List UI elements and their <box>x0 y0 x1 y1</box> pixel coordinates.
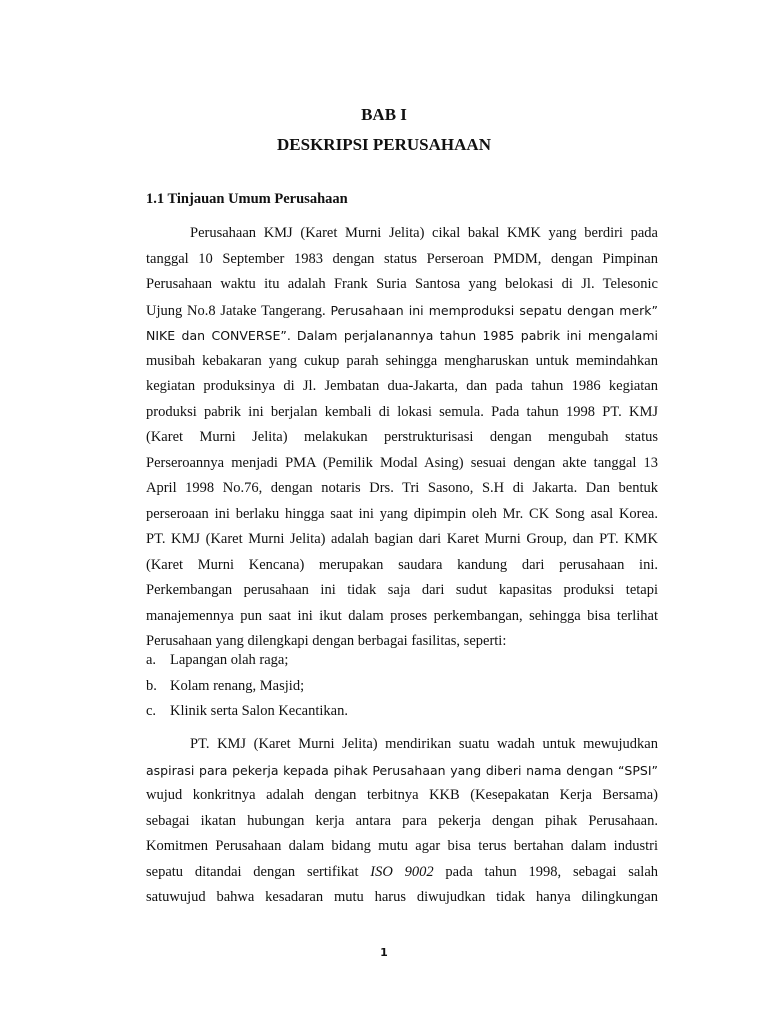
text-line: satuwujud bahwa kesadaran mutu harus diwujudkan tidak hanya dilingkungan <box>146 889 658 905</box>
text-line: Komitmen Perusahaan dalam bidang mutu agar bisa terus bertahan dalam industri <box>146 838 658 854</box>
list-marker: a. <box>146 652 157 668</box>
text-segment: Ujung No.8 Jatake Tangerang. <box>146 302 326 319</box>
page-number: 1 <box>380 946 388 959</box>
list-item <box>146 674 348 700</box>
text-segment: Perusahaan ini memproduksi sepatu dengan merk” <box>330 302 658 318</box>
text-segment: pada tahun 1998, sebagai salah <box>445 863 659 880</box>
iso-certificate: ISO 9002 <box>370 863 434 880</box>
text-line: kegiatan produksinya di Jl. Jembatan dua-Jakarta, dan pada tahun 1986 kegiatan <box>146 378 658 394</box>
text-line: musibah kebakaran yang cukup parah sehingga mengharuskan untuk memindahkan <box>146 352 658 369</box>
text-line: Perusahaan waktu itu adalah Frank Suria Santosa yang belokasi di Jl. Telesonic <box>146 276 658 292</box>
text-line: (Karet Murni Jelita) melakukan perstrukturisasi dengan mengubah status <box>146 429 658 445</box>
text-line: wujud konkritnya adalah dengan terbitnya KKB (Kesepakatan Kerja Bersama) <box>146 787 658 803</box>
chapter-title: DESKRIPSI PERUSAHAAN <box>277 135 491 154</box>
text-line: Perusahaan KMJ (Karet Murni Jelita) cikal bakal KMK yang berdiri pada <box>190 225 658 241</box>
text-line: perseroaan ini berlaku hingga saat ini yang dipimpin oleh Mr. CK Song asal Korea. <box>146 505 658 522</box>
text-segment: NIKE dan CONVERSE”. <box>146 328 291 343</box>
text-line <box>146 323 658 349</box>
text-line: April 1998 No.76, dengan notaris Drs. Tri Sasono, S.H di Jakarta. Dan bentuk <box>146 480 658 496</box>
text-line: PT. KMJ (Karet Murni Jelita) mendirikan suatu wadah untuk mewujudkan <box>190 736 658 752</box>
list-item-text: Klinik serta Salon Kecantikan. <box>170 703 348 719</box>
text-line: (Karet Murni Kencana) merupakan saudara kandung dari perusahaan ini. <box>146 556 658 573</box>
facilities-list <box>146 648 348 725</box>
text-line: manajemennya pun saat ini ikut dalam proses perkembangan, sehingga bisa terlihat <box>146 607 658 624</box>
list-item <box>146 648 348 674</box>
text-segment: Dalam perjalanannya tahun 1985 pabrik ini mengalami <box>296 328 658 343</box>
text-line: aspirasi para pekerja kepada pihak Perusahaan yang diberi nama dengan “SPSI” <box>146 762 658 778</box>
chapter-heading: BAB I <box>361 105 407 124</box>
paragraph-company-overview <box>146 221 658 655</box>
list-item-text: Kolam renang, Masjid; <box>170 677 305 694</box>
text-line: Perusahaan yang dilengkapi dengan berbagai fasilitas, seperti: <box>146 633 507 649</box>
list-marker: c. <box>146 703 157 719</box>
text-line: Perkembangan perusahaan ini tidak saja dari sudut kapasitas produksi tetapi <box>146 582 658 598</box>
list-item-text: Lapangan olah raga; <box>170 652 289 668</box>
text-line <box>146 860 658 886</box>
text-line: produksi pabrik ini berjalan kembali di lokasi semula. Pada tahun 1998 PT. KMJ <box>146 403 658 420</box>
list-marker: b. <box>146 677 157 694</box>
section-heading: 1.1 Tinjauan Umum Perusahaan <box>146 191 348 207</box>
text-segment: sepatu ditandai dengan sertifikat <box>146 863 359 880</box>
list-item <box>146 699 348 725</box>
paragraph-spsi <box>146 732 658 911</box>
text-line <box>146 298 658 324</box>
text-line: Perseroannya menjadi PMA (Pemilik Modal Asing) sesuai dengan akte tanggal 13 <box>146 454 658 471</box>
text-line: sebagai ikatan hubungan kerja antara para pekerja dengan pihak Perusahaan. <box>146 812 658 829</box>
text-line: tanggal 10 September 1983 dengan status Perseroan PMDM, dengan Pimpinan <box>146 250 658 267</box>
text-line: PT. KMJ (Karet Murni Jelita) adalah bagian dari Karet Murni Group, dan PT. KMK <box>146 531 658 547</box>
